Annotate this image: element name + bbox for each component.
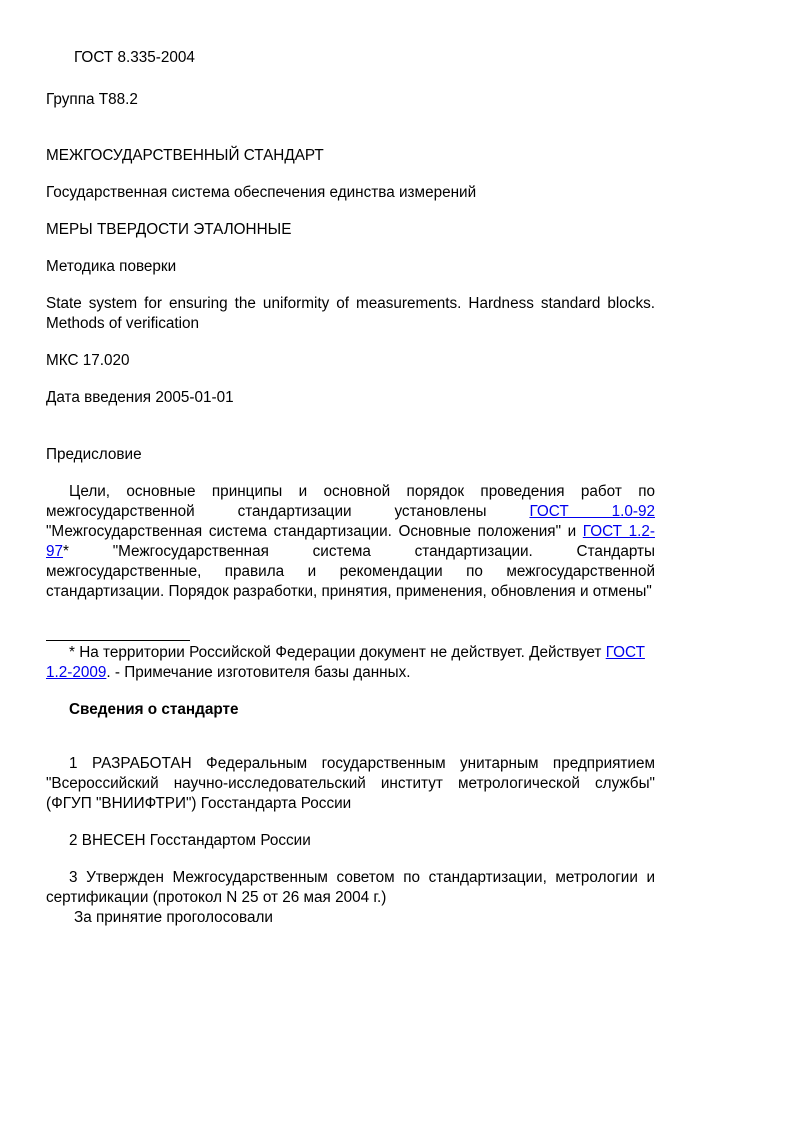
group-code: Группа Т88.2: [46, 91, 138, 108]
footnote-text-2: . - Примечание изготовителя базы данных.: [106, 664, 411, 681]
foreword-text-1: Цели, основные принципы и основной порядок проведения работ по межгосударственной стандартизации установлены: [46, 483, 655, 520]
info-item-developed: 1 РАЗРАБОТАН Федеральным государственным унитарным предприятием "Всероссийский научно-исследовательский институт метрологической службы" (ФГУП "ВНИИФТРИ") Госстандарта России: [46, 755, 655, 812]
footnote: [46, 643, 655, 683]
footnote-text-1: * На территории Российской Федерации документ не действует. Действует: [69, 644, 606, 661]
gost-1-0-92-link[interactable]: ГОСТ 1.0-92: [529, 503, 655, 520]
gost-1-2-2009-link[interactable]: ГОСТ 1.2-2009: [46, 644, 645, 681]
standard-info-heading: Сведения о стандарте: [69, 701, 239, 718]
gost-1-2-97-link[interactable]: ГОСТ 1.2-97: [46, 523, 655, 560]
info-item-voted: За принятие проголосовали: [74, 909, 273, 926]
foreword-heading: Предисловие: [46, 446, 142, 463]
standard-subtitle: Методика поверки: [46, 258, 177, 275]
foreword-paragraph: [46, 482, 655, 602]
info-item-introduced: 2 ВНЕСЕН Госстандартом России: [69, 832, 311, 849]
standard-category: МЕЖГОСУДАРСТВЕННЫЙ СТАНДАРТ: [46, 147, 324, 164]
standard-title: МЕРЫ ТВЕРДОСТИ ЭТАЛОННЫЕ: [46, 221, 292, 238]
introduction-date: Дата введения 2005-01-01: [46, 389, 234, 406]
foreword-text-2: "Межгосударственная система стандартизации. Основные положения" и: [46, 523, 583, 540]
gost-number: ГОСТ 8.335-2004: [74, 49, 195, 66]
foreword-text-3: * "Межгосударственная система стандартизации. Стандарты межгосударственные, правила и рекомендации по межгосударственной стандартизации. Порядок разработки, принятия, применения, обновления и отмены": [46, 543, 655, 600]
info-item-approved: 3 Утвержден Межгосударственным советом по стандартизации, метрологии и сертификации (протокол N 25 от 26 мая 2004 г.): [46, 869, 655, 906]
measurement-system: Государственная система обеспечения единства измерений: [46, 184, 477, 201]
mks-code: МКС 17.020: [46, 352, 130, 369]
english-title: State system for ensuring the uniformity of measurements. Hardness standard blocks. Methods of verification: [46, 295, 655, 332]
footnote-divider: [46, 640, 190, 641]
